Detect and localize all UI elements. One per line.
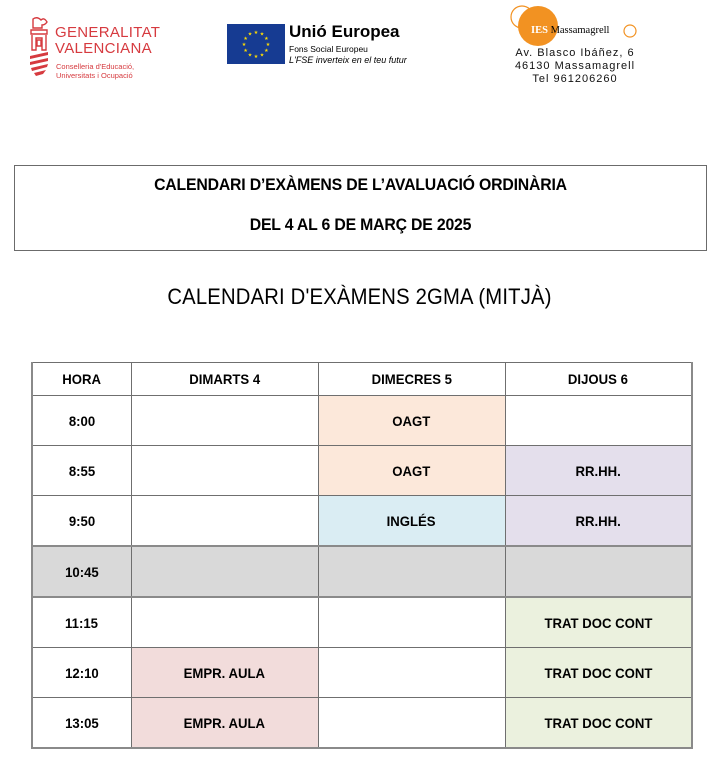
eu-star-icon: ★: [247, 52, 253, 59]
time-label: 8:00: [68, 412, 95, 429]
exam-cell: [505, 396, 692, 446]
exam-label: EMPR. AULA: [183, 714, 266, 731]
school-logo-block: [505, 4, 675, 94]
exam-cell: [505, 597, 692, 648]
exam-label: TRAT DOC CONT: [544, 664, 653, 681]
document-title-line2: DEL 4 AL 6 DE MARÇ DE 2025: [249, 215, 472, 234]
exam-label: TRAT DOC CONT: [544, 614, 653, 631]
exam-cell: [131, 496, 318, 547]
school-address-line1: Av. Blasco Ibáñez, 6: [515, 47, 635, 59]
column-header-dimecres: [318, 363, 505, 396]
exam-cell: [318, 698, 505, 749]
eu-title: Unió Europea: [289, 22, 400, 41]
exam-label: OAGT: [392, 412, 431, 429]
time-label: 10:45: [64, 563, 99, 580]
column-header-hora: [32, 363, 131, 396]
exam-label: OAGT: [392, 462, 431, 479]
table-row: [32, 648, 692, 698]
exam-label: EMPR. AULA: [183, 664, 266, 681]
eu-star-icon: ★: [264, 48, 269, 54]
time-cell: [32, 396, 131, 446]
time-cell: [32, 648, 131, 698]
time-cell: [32, 546, 131, 597]
exam-schedule-table: [31, 362, 693, 749]
exam-cell: [505, 446, 692, 496]
exam-cell: [318, 597, 505, 648]
eu-star-icon: ★: [247, 31, 253, 38]
ies-logo-text: [531, 25, 609, 36]
eu-star-icon: ★: [264, 36, 269, 42]
column-header-dijous: [505, 363, 692, 396]
exam-cell: [131, 396, 318, 446]
schedule-subtitle: CALENDARI D'EXÀMENS 2GMA (MITJÀ): [167, 284, 552, 309]
eu-star-icon: ★: [259, 52, 265, 59]
time-label: 12:10: [64, 664, 99, 681]
exam-cell: [318, 496, 505, 547]
exam-label: RR.HH.: [575, 512, 621, 529]
ies-logo-name: Massamagrell: [550, 25, 610, 36]
generalitat-name-line1: GENERALITAT: [55, 24, 161, 41]
generalitat-department: [56, 62, 134, 80]
exam-label: RR.HH.: [575, 462, 621, 479]
break-cell: [505, 546, 692, 597]
exam-cell: [131, 648, 318, 698]
table-row: [32, 396, 692, 446]
time-label: 11:15: [65, 614, 99, 631]
table-row: [32, 496, 692, 547]
break-cell: [131, 546, 318, 597]
exam-cell: [131, 698, 318, 749]
exam-cell: [318, 648, 505, 698]
column-header-label: HORA: [62, 371, 102, 387]
column-header-dimarts: [131, 363, 318, 396]
school-address: [495, 47, 655, 86]
exam-cell: [505, 698, 692, 749]
table-header-row: [32, 363, 692, 396]
eu-star-icon: ★: [241, 42, 247, 48]
exam-cell: [131, 446, 318, 496]
exam-cell: [131, 597, 318, 648]
eu-star-icon: ★: [253, 30, 259, 36]
school-address-line2: 46130 Massamagrell: [514, 60, 636, 72]
eu-subtitle: Fons Social Europeu: [289, 44, 368, 54]
eu-flag-icon: [227, 24, 285, 64]
document-title-box: [14, 165, 707, 251]
column-header-label: DIMARTS 4: [189, 371, 260, 387]
eu-star-icon: ★: [243, 36, 248, 42]
table-row: [32, 597, 692, 648]
exam-label: INGLÉS: [387, 512, 436, 529]
generalitat-name-line2: VALENCIANA: [55, 40, 152, 57]
time-cell: [32, 496, 131, 547]
generalitat-emblem-icon: [28, 16, 50, 78]
break-row: [32, 546, 692, 597]
exam-cell: [318, 396, 505, 446]
time-cell: [32, 446, 131, 496]
break-cell: [318, 546, 505, 597]
eu-motto: L'FSE inverteix en el teu futur: [289, 55, 407, 65]
school-phone: Tel 961206260: [532, 73, 618, 85]
exam-cell: [318, 446, 505, 496]
generalitat-name: [55, 25, 160, 57]
eu-star-icon: ★: [259, 31, 265, 38]
column-header-label: DIMECRES 5: [371, 371, 452, 387]
eu-star-icon: ★: [265, 42, 271, 48]
eu-star-icon: ★: [243, 48, 248, 54]
time-cell: [32, 698, 131, 749]
table-row: [32, 446, 692, 496]
generalitat-dept-line1: Conselleria d'Educació,: [56, 62, 135, 71]
document-title-line1: CALENDARI D’EXÀMENS DE L’AVALUACIÓ ORDINÀRIA: [154, 175, 567, 194]
time-label: 13:05: [64, 714, 99, 731]
generalitat-valenciana-logo: [28, 14, 168, 82]
column-header-label: DIJOUS 6: [568, 371, 629, 387]
generalitat-dept-line2: Universitats i Ocupació: [56, 71, 133, 80]
exam-cell: [505, 648, 692, 698]
time-label: 8:55: [68, 462, 95, 479]
table-row: [32, 698, 692, 749]
time-label: 9:50: [68, 512, 95, 529]
time-cell: [32, 597, 131, 648]
european-union-logo: [227, 24, 457, 66]
exam-label: TRAT DOC CONT: [544, 714, 653, 731]
ies-logo-abbr: IES: [531, 25, 548, 36]
eu-star-icon: ★: [253, 54, 259, 60]
exam-cell: [505, 496, 692, 547]
